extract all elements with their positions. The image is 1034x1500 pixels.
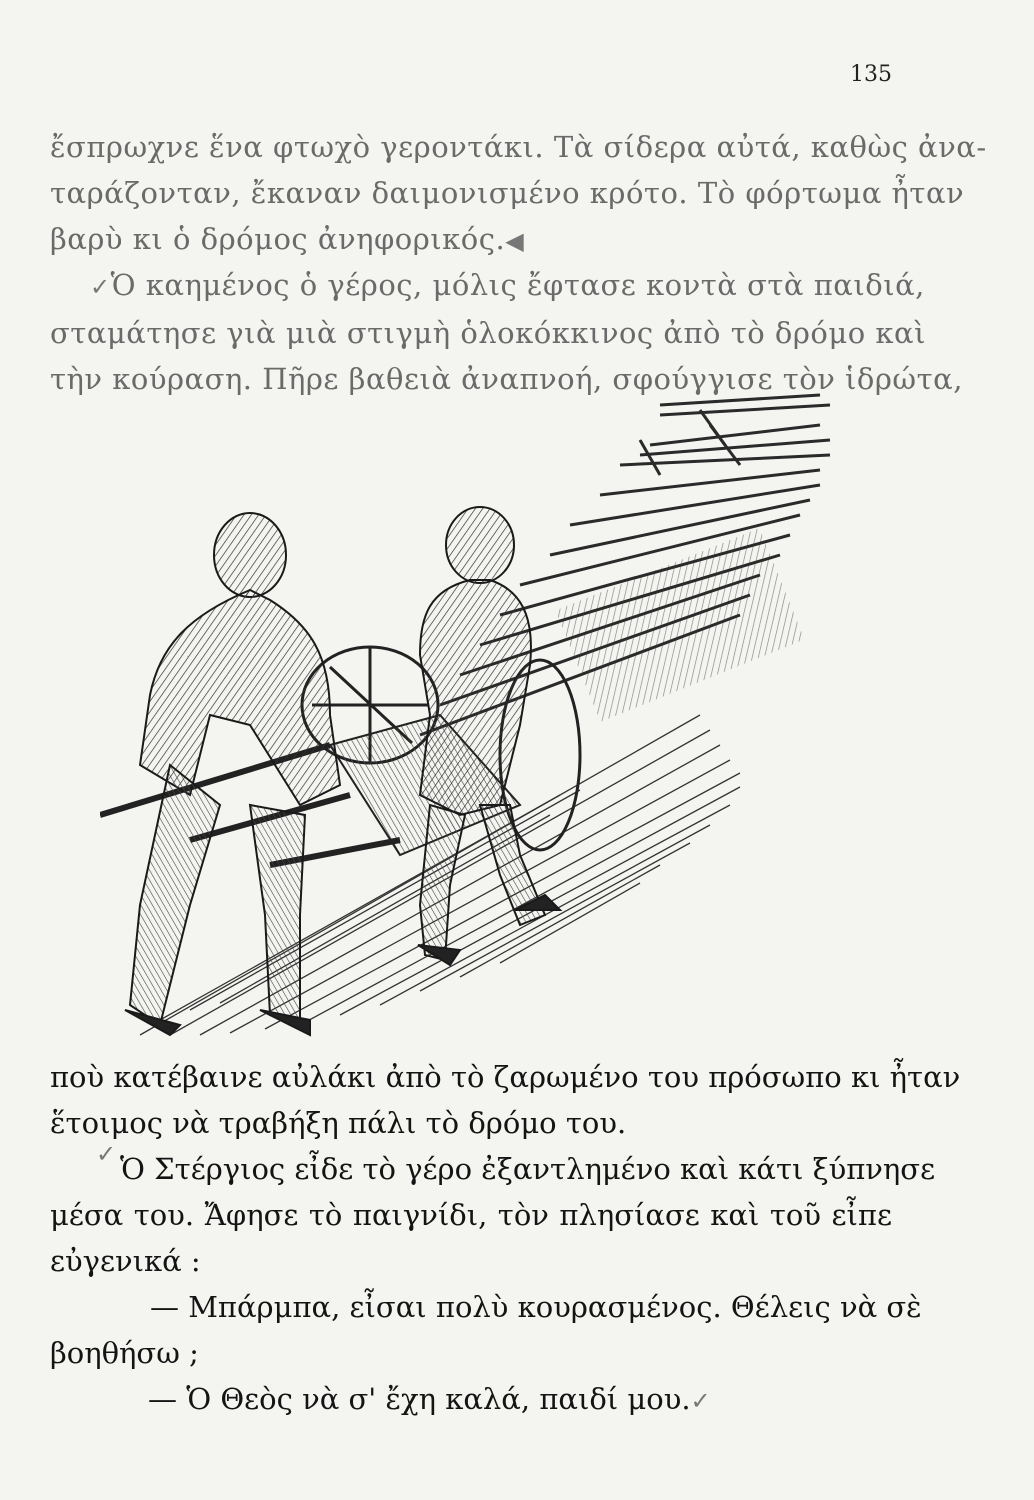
two-boys-pushing-cart-illustration [100,385,850,1045]
bottom-paragraph-1 [50,1054,961,1146]
text-line: ἕτοιμος νὰ τραβήξη πάλι τὸ δρόμο του. [50,1106,627,1140]
text-line: ✓Ὁ καημένος ὁ γέρος, μόλις ἔφτασε κοντὰ στὰ παιδιά, [90,268,925,302]
bottom-paragraph-3 [50,1284,922,1376]
text-line: βαρὺ κι ὁ δρόμος ἀνηφορικός.◀ [50,222,525,256]
text-line: — Ὁ Θεὸς νὰ σ' ἔχη καλά, παιδί μου.✓ [148,1382,711,1416]
text-line: τὴν κούραση. Πῆρε βαθειὰ ἀναπνοή, σφούγγισε τὸν ἱδρώτα, [50,362,963,396]
second-paragraph [50,262,963,402]
flag-mark-icon: ◀ [505,227,525,255]
check-mark-icon: ✓ [690,1387,711,1415]
bottom-paragraph-2 [50,1146,936,1284]
text-line: Ὁ Στέργιος εἶδε τὸ γέρο ἐξαντλημένο καὶ κάτι ξύπνησε [120,1152,936,1186]
text-line: μέσα του. Ἄφησε τὸ παιγνίδι, τὸν πλησίασε καὶ τοῦ εἶπε [50,1198,892,1232]
text-line: ἔσπρωχνε ἕνα φτωχὸ γεροντάκι. Τὰ σίδερα αὐτά, καθὼς ἀνα- [50,130,987,164]
bottom-paragraph-4 [50,1376,892,1424]
text-line: ποὺ κατέβαινε αὐλάκι ἀπὸ τὸ ζαρωμένο του πρόσωπο κι ἦταν [50,1060,961,1094]
page-number: 135 [850,62,892,87]
text-line: σταμάτησε γιὰ μιὰ στιγμὴ ὁλοκόκκινος ἀπὸ τὸ δρόμο καὶ [50,316,926,350]
check-mark-icon: ✓ [96,1140,117,1168]
top-paragraph [50,124,987,264]
text-line: — Μπάρμπα, εἶσαι πολὺ κουρασμένος. Θέλεις νὰ σὲ [150,1290,922,1324]
text-line: εὐγενικά : [50,1244,201,1278]
check-mark-icon: ✓ [90,273,111,301]
text-line: βοηθήσω ; [50,1336,199,1370]
text-line: ταράζονταν, ἔκαναν δαιμονισμένο κρότο. Τὸ φόρτωμα ἦταν [50,176,965,210]
